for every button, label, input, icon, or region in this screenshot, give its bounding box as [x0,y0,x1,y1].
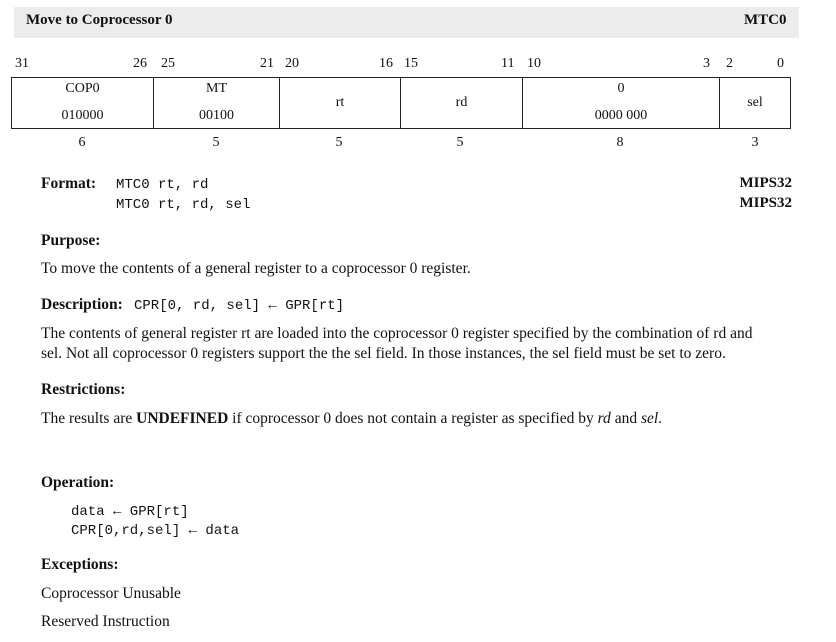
field-name: rt [335,95,345,110]
field-width: 6 [78,135,86,150]
bit-number: 0 [777,56,784,71]
bit-number: 20 [285,56,299,71]
sel-term: sel [640,410,659,427]
operation-label: Operation: [41,474,115,491]
exception-item: Coprocessor Unusable [41,585,181,602]
undefined-keyword: UNDEFINED [136,410,229,427]
restrictions-label: Restrictions: [41,381,126,398]
description-text: The contents of general register rt are loaded into the coprocessor 0 register specified by the combination of rd and [41,325,753,342]
isa-badge: MIPS32 [739,195,792,211]
bit-number: 3 [703,56,710,71]
restrictions-text-part: and [610,410,641,427]
operation-line: CPR[0,rd,sel] ← data [71,523,240,539]
bit-number: 10 [527,56,541,71]
field-mt [153,78,279,128]
restrictions-text-part: The results are [41,410,137,427]
description-text: sel. Not all coprocessor 0 registers support the the sel field. In those instances, the sel field must be set to zero. [41,345,726,362]
field-width: 5 [456,135,464,150]
bit-number: 2 [726,56,733,71]
field-rd [400,78,522,128]
description-label: Description: [41,296,123,313]
field-value: 00100 [199,108,234,123]
field-name: 0 [617,81,625,96]
isa-badge: MIPS32 [739,175,792,191]
rd-term: rd [597,410,611,427]
bit-number: 16 [379,56,393,71]
field-value: 010000 [61,108,104,123]
instruction-mnemonic: MTC0 [744,12,787,28]
encoding-table [11,77,791,129]
bit-number: 11 [501,56,515,71]
purpose-label: Purpose: [41,232,101,249]
field-name: sel [747,95,763,110]
bit-number: 25 [161,56,175,71]
purpose-text: To move the contents of a general register to a coprocessor 0 register. [41,260,471,277]
field-width: 5 [335,135,343,150]
field-name: COP0 [65,81,100,96]
field-cop0 [12,78,153,128]
bit-number: 15 [404,56,418,71]
field-name: MT [206,81,227,96]
field-width: 8 [616,135,624,150]
field-width: 3 [751,135,759,150]
format-label: Format: [41,175,97,192]
format-syntax: MTC0 rt, rd, sel [116,197,251,213]
bit-number: 21 [260,56,274,71]
description-code: CPR[0, rd, sel] ← GPR[rt] [134,298,345,314]
restrictions-text [41,408,662,429]
exceptions-label: Exceptions: [41,556,119,573]
instruction-title: Move to Coprocessor 0 [26,12,173,28]
operation-line: data ← GPR[rt] [71,504,189,520]
field-rt [279,78,400,128]
exception-item: Reserved Instruction [41,613,170,630]
restrictions-text-part: . [658,410,663,427]
field-value: 0000 000 [594,108,648,123]
field-zero [522,78,719,128]
bit-number: 26 [133,56,147,71]
restrictions-text-part: if coprocessor 0 does not contain a register as specified by [228,410,598,427]
field-name: rd [455,95,468,110]
field-sel [719,78,790,128]
field-width: 5 [212,135,220,150]
format-syntax: MTC0 rt, rd [116,177,209,193]
bit-number: 31 [15,56,29,71]
